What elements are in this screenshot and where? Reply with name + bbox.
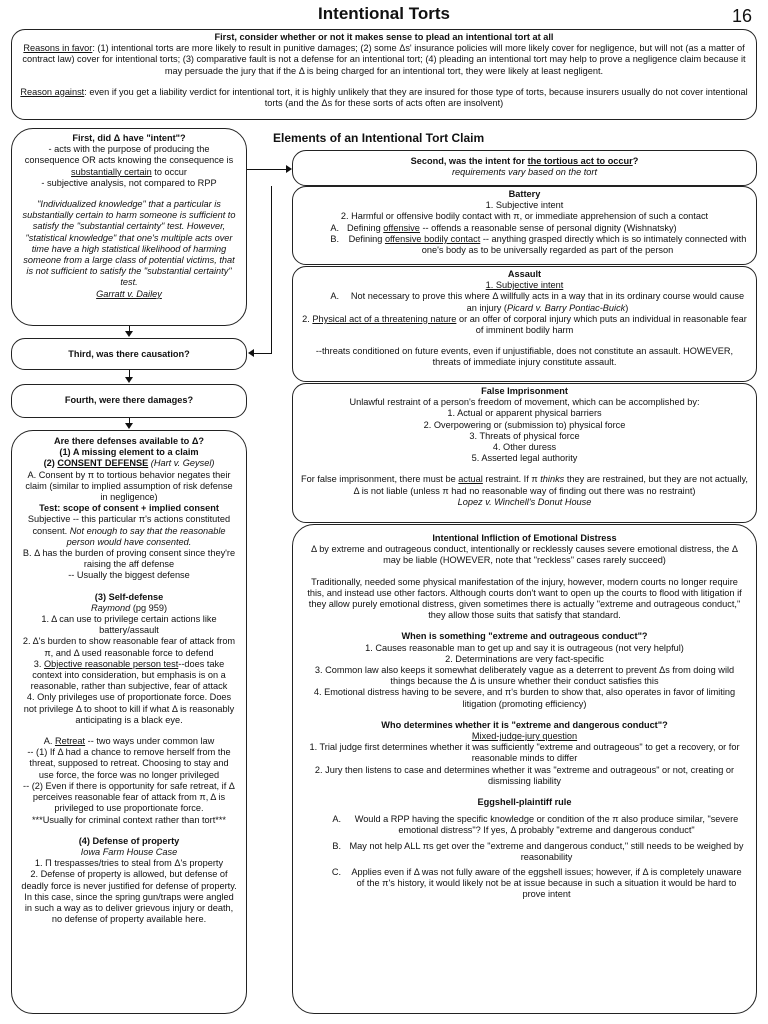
iied-when-item: 1. Causes reasonable man to get up and say it is outrageous (not very helpful) xyxy=(365,642,684,653)
connector-line xyxy=(271,186,272,354)
battery-item-2: 2. Harmful or offensive bodily contact with π, or immediate apprehension of such a contact xyxy=(340,211,709,222)
battery-item-1: 1. Subjective intent xyxy=(485,200,564,211)
damages-box xyxy=(11,384,247,418)
defense-2-b2: -- Usually the biggest defense xyxy=(68,570,190,581)
defense-3-item-1: 1. Δ can use to privilege certain actions like battery/assault xyxy=(41,614,217,636)
intent-subjective: - subjective analysis, not compared to RPP xyxy=(41,177,217,188)
page-number: 16 xyxy=(731,6,752,26)
iied-who-item: 1. Trial judge first determines whether it was sufficiently "extreme and outrageous" to get a recovery, or for reasonable minds to differ xyxy=(309,742,740,764)
defense-3-case: Raymond (pg 959) xyxy=(90,602,168,613)
defense-3-retreat: A. Retreat -- two ways under common law xyxy=(43,736,215,747)
assault-item-1: 1. Subjective intent xyxy=(485,280,564,291)
connector-line xyxy=(254,353,272,354)
connector-line xyxy=(247,169,287,170)
arrow-right-icon xyxy=(286,165,292,173)
defense-2-subjective: Subjective -- this particular π's actions constituted consent. Not enough to say that the reasonable person would have consented. xyxy=(27,514,231,547)
defense-4-heading: (4) Defense of property xyxy=(78,835,180,846)
intent-case: Garratt v. Dailey xyxy=(96,288,162,299)
iied-when-item: 4. Emotional distress having to be severe, and π's burden to show that, also operates in favor of limiting litigation (promoting efficiency) xyxy=(313,687,736,709)
battery-box xyxy=(292,186,757,265)
battery-heading: Battery xyxy=(508,189,541,199)
assault-box xyxy=(292,266,757,382)
iied-eggshell-item: C. Applies even if Δ was not fully aware of the eggshell issues; however, if Δ is completely unaware of the π's history, it would likely not be at issue because in such a situation it would be hard to prove intent xyxy=(331,867,742,900)
defense-2-heading: (2) CONSENT DEFENSE (Hart v. Geysel) xyxy=(43,458,215,469)
defense-2-a: A. Consent by π to tortious behavior negates their claim (similar to implied assumption of risk defense in negligence) xyxy=(25,469,233,503)
iied-when-item: 2. Determinations are very fact-specific xyxy=(445,653,604,664)
defense-3-retreat-1: -- (1) If Δ had a chance to remove herself from the threat, supposed to retreat. Choosing to stay and use force, the force was no longer privileged xyxy=(27,747,231,780)
defense-2-test: Test: scope of consent + implied consent xyxy=(39,503,219,514)
fi-item: 4. Other duress xyxy=(492,442,557,453)
iied-when-item: 3. Common law also keeps it somewhat deliberately vague as a deterrent to prevent Δs from doing wild things because the Δ is unsure whether their conduct satisfies this xyxy=(314,665,735,687)
arrow-left-icon xyxy=(248,349,254,357)
fi-item: 5. Asserted legal authority xyxy=(471,453,578,464)
intent-heading: First, did Δ have "intent"? xyxy=(72,133,186,143)
defense-3-heading: (3) Self-defense xyxy=(94,591,164,602)
fi-heading: False Imprisonment xyxy=(481,386,568,396)
iied-eggshell-item: A. Would a RPP having the specific knowledge or condition of the π also produce similar, "severe emotional distress"? If yes, Δ probably "extreme and dangerous conduct" xyxy=(332,814,739,836)
defense-3-item-4: 4. Only privileges use of proportionate force. Does not privilege Δ to shoot to kill if what Δ is reasonably anticipating is a black eye. xyxy=(23,692,235,725)
iied-who-item: 2. Jury then listens to case and determines whether it was "extreme and outrageous" or not, creating or dismissing liability xyxy=(314,764,735,786)
damages-heading: Fourth, were there damages? xyxy=(64,395,194,405)
defense-1: (1) A missing element to a claim xyxy=(59,447,199,458)
iied-who-heading: Who determines whether it is "extreme and dangerous conduct"? xyxy=(381,719,668,730)
assault-note: --threats conditioned on future events, even if unjustifiable, does not constitute an assault. HOWEVER, threats of immediate injury constitute assault. xyxy=(315,346,734,368)
causation-box xyxy=(11,338,247,370)
page-title: Intentional Torts xyxy=(318,4,450,23)
defense-4-case: Iowa Farm House Case xyxy=(80,846,178,857)
plead-heading: First, consider whether or not it makes sense to plead an intentional tort at all xyxy=(214,32,554,42)
defense-3-retreat-note: ***Usually for criminal context rather than tort*** xyxy=(31,814,227,825)
defenses-box xyxy=(11,430,247,1014)
defense-3-item-2: 2. Δ's burden to show reasonable fear of attack from π, and Δ used reasonable force to defend xyxy=(22,636,236,658)
second-sub: requirements vary based on the tort xyxy=(451,167,598,178)
reason-against: Reason against: even if you get a liability verdict for intentional tort, it is highly unlikely that they are insured for those type of torts, because insurers usually do not cover intentional torts (and the Δs for these sorts of acts often are insolvent) xyxy=(20,86,748,109)
second-intent-box xyxy=(292,150,757,186)
intent-knowledge-para: "Individualized knowledge" that a particular is substantially certain to harm someone is sufficient to satisfy the "substantial certainty" test. However, "statistical knowledge" that one's multiple acts over time have a high statistical likelihood of harming someone from a large class of potential victims, that is not sufficient to satisfy the "substantial certainty" test. xyxy=(22,199,236,288)
iied-eggshell-item: B. May not help ALL πs get over the "extreme and dangerous conduct," still needs to be weighed by reasonability xyxy=(332,840,744,862)
causation-heading: Third, was there causation? xyxy=(68,349,190,359)
intent-definition: - acts with the purpose of producing the consequence OR acts knowing the consequence is substantially certain to occur xyxy=(24,144,234,177)
fi-item: 2. Overpowering or (submission to) physical force xyxy=(423,419,626,430)
defense-3-item-3: 3. Objective reasonable person test--does take context into consideration, but emphasis is on a reasonable, rather than subjective, fear of attack xyxy=(30,658,228,692)
intent-box xyxy=(11,128,247,326)
arrow-down-icon xyxy=(125,377,133,383)
iied-traditional: Traditionally, needed some physical manifestation of the injury, however, modern courts no longer require this, and instead use other factors. Although courts don't want to open up the courts to flood with litigation if they allow purely emotional distress, given sometimes there is actually "extreme and outrageous conduct," they allow those suits that satisfy that standard. xyxy=(307,576,742,621)
battery-item-a: A. Defining offensive -- offends a reasonable sense of personal dignity (Wishnatsky) xyxy=(330,222,677,233)
iied-intro: Δ by extreme and outrageous conduct, intentionally or recklessly causes severe emotional distress, the Δ may be liable (HOWEVER, note that "reckless" cases rarely succeed) xyxy=(311,544,738,566)
defense-2-b: B. Δ has the burden of proving consent since they're raising the aff defense xyxy=(22,548,236,570)
fi-item: 1. Actual or apparent physical barriers xyxy=(447,408,602,419)
iied-eggshell-heading: Eggshell-plaintiff rule xyxy=(477,797,572,808)
fi-intro: Unlawful restraint of a person's freedom of movement, which can be accomplished by: xyxy=(349,397,700,408)
assault-heading: Assault xyxy=(507,269,542,279)
fi-case: Lopez v. Winchell's Donut House xyxy=(457,496,592,507)
defenses-heading: Are there defenses available to Δ? xyxy=(53,436,205,446)
defense-4-item-1: 1. Π trespasses/tries to steal from Δ's property xyxy=(34,858,224,869)
iied-heading: Intentional Infliction of Emotional Distress xyxy=(432,533,617,543)
iied-when-heading: When is something "extreme and outrageous conduct"? xyxy=(401,631,648,642)
arrow-down-icon xyxy=(125,423,133,429)
false-imprisonment-box xyxy=(292,383,757,523)
defense-3-retreat-2: -- (2) Even if there is opportunity for safe retreat, if Δ perceives reasonable fear of attack from π, Δ is privileged to use proportionate force. xyxy=(23,780,235,814)
assault-item-a: A. Not necessary to prove this where Δ willfully acts in a way that in its ordinary course would cause an injury (Picard v. Barry Pontiac-Buick) xyxy=(330,291,745,313)
fi-item: 3. Threats of physical force xyxy=(469,430,580,441)
reasons-in-favor: Reasons in favor: (1) intentional torts are more likely to result in punitive damages; (2) some Δs' insurance policies will more likely cover for negligence, but will not (as a matter of contract law) cover for intentional torts; (3) comparative fault is not a defense for an intentional tort; (4) pleading an intentional tort may help to prove a negligence claim because it may persuade the jury that if the Δ is being charged for an intentional tort, they were likely at least negligent. xyxy=(22,43,746,76)
iied-who-sub: Mixed-judge-jury question xyxy=(471,731,578,742)
assault-item-2: 2. Physical act of a threatening nature or an offer of corporal injury which puts an individual in reasonable fear of imminent bodily harm xyxy=(302,313,747,336)
defense-4-item-2: 2. Defense of property is allowed, but defense of deadly force is never justified for defense of property. In this case, since the spring gun/traps were angled in such a way as to deliver grievous injury or death, no defense of property available here. xyxy=(21,869,237,925)
plead-consideration-box xyxy=(11,29,757,120)
battery-item-b: B. Defining offensive bodily contact -- anything grasped directly which is so intimately connected with one's body as to be universally regarded as part of the person xyxy=(330,233,747,256)
arrow-down-icon xyxy=(125,331,133,337)
fi-note: For false imprisonment, there must be actual restraint. If π thinks they are restrained, but they are not actually, Δ is not liable (unless π had no reasonable way of finding out there was no restraint) xyxy=(301,474,748,496)
iied-box xyxy=(292,524,757,1014)
elements-heading: Elements of an Intentional Tort Claim xyxy=(273,131,485,145)
second-heading: Second, was the intent for the tortious act to occur? xyxy=(410,156,639,166)
